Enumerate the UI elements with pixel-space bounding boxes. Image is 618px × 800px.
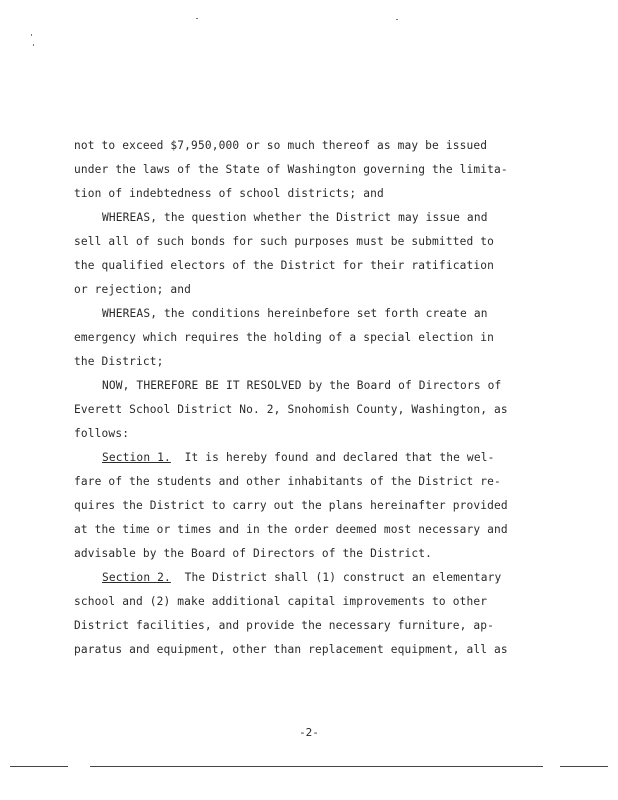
scan-speck xyxy=(396,19,398,20)
section-2-first-line xyxy=(102,571,501,585)
text-line: NOW, THEREFORE BE IT RESOLVED by the Board of Directors of xyxy=(102,379,502,392)
text-line: or rejection; and xyxy=(74,283,192,296)
text-line: emergency which requires the holding of a special election in xyxy=(74,331,495,344)
text-line: follows: xyxy=(74,427,130,440)
text-line: District facilities, and provide the necessary furniture, ap- xyxy=(74,619,495,632)
text-line: paratus and equipment, other than replacement equipment, all as xyxy=(74,643,508,656)
section-1-label: Section 1. xyxy=(102,451,171,464)
text-line: the qualified electors of the District for their ratification xyxy=(74,259,495,272)
text-line: quires the District to carry out the plans hereinafter provided xyxy=(74,499,508,512)
text-line: WHEREAS, the question whether the District may issue and xyxy=(102,211,488,224)
text-line: WHEREAS, the conditions hereinbefore set forth create an xyxy=(102,307,488,320)
section-2-label: Section 2. xyxy=(102,571,171,584)
text-line: sell all of such bonds for such purposes must be submitted to xyxy=(74,235,495,248)
text-line: at the time or times and in the order deemed most necessary and xyxy=(74,523,508,536)
text-line: not to exceed $7,950,000 or so much thereof as may be issued xyxy=(74,139,488,152)
text-line: The District shall (1) construct an elementary xyxy=(170,571,502,584)
scan-speck xyxy=(31,34,32,36)
footer-rule-right xyxy=(560,766,608,767)
scan-speck xyxy=(33,44,34,46)
text-line: school and (2) make additional capital improvements to other xyxy=(74,595,488,608)
text-line: under the laws of the State of Washington governing the limita- xyxy=(74,163,508,176)
scan-speck xyxy=(196,18,198,19)
page-number: -2- xyxy=(299,726,319,739)
footer-rule-main xyxy=(90,766,543,767)
section-1-first-line xyxy=(102,451,494,465)
text-line: It is hereby found and declared that the wel- xyxy=(170,451,495,464)
text-line: Everett School District No. 2, Snohomish County, Washington, as xyxy=(74,403,508,416)
text-line: the District; xyxy=(74,355,164,368)
text-line: advisable by the Board of Directors of the District. xyxy=(74,547,433,560)
text-line: tion of indebtedness of school districts; and xyxy=(74,187,384,200)
text-line: fare of the students and other inhabitants of the District re- xyxy=(74,475,501,488)
footer-rule-left xyxy=(10,766,68,767)
